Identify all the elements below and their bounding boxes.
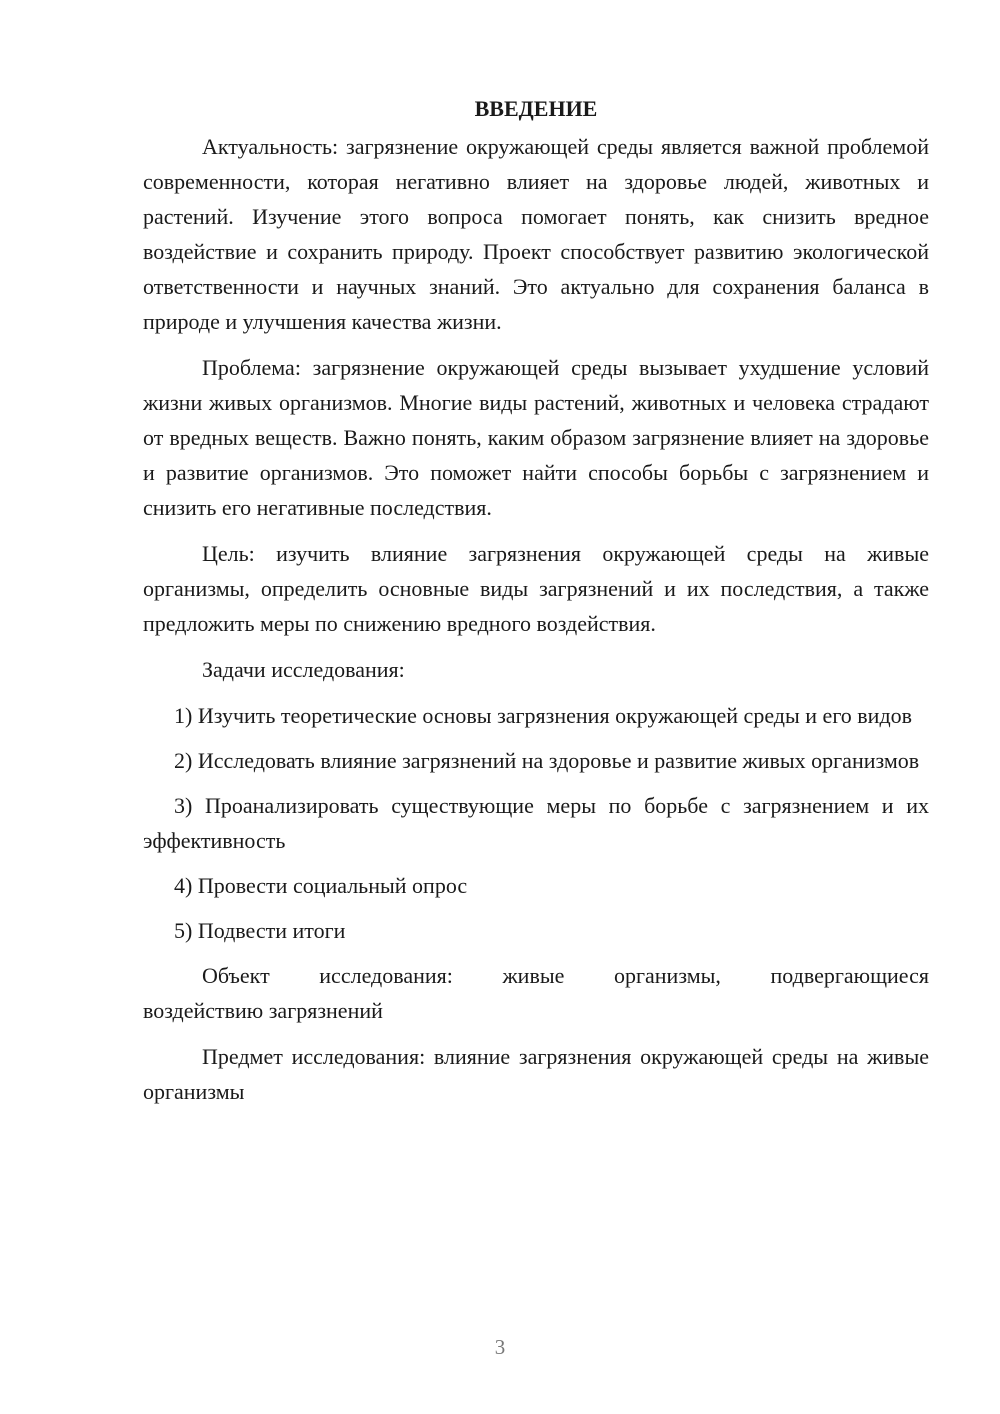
task-item: 1) Изучить теоретические основы загрязнения окружающей среды и его видов: [174, 703, 913, 728]
task-item: 5) Подвести итоги: [174, 918, 346, 943]
relevance-paragraph: Актуальность: загрязнение окружающей среды является важной проблемой современности, которая негативно влияет на здоровье людей, животных и растений. Изучение этого вопроса помогает понять, как снизить вредное воздействие и сохранить природу. Проект способствует развитию экологической ответственности и научных знаний. Это актуально для сохранения баланса в природе и улучшения качества жизни.: [143, 134, 929, 334]
task-item: 3) Проанализировать существующие меры по борьбе с загрязнением и их эффективность: [143, 793, 929, 853]
tasks-heading: Задачи исследования:: [202, 657, 405, 682]
task-item: 2) Исследовать влияние загрязнений на здоровье и развитие живых организмов: [174, 748, 920, 773]
document-body: [143, 92, 929, 1120]
object-line-1: Объект исследования: живые организмы, подвергающиеся: [202, 963, 929, 988]
task-item: 4) Провести социальный опрос: [174, 873, 468, 898]
page-number: 3: [494, 1335, 506, 1359]
problem-paragraph: Проблема: загрязнение окружающей среды вызывает ухудшение условий жизни живых организмов. Многие виды растений, животных и человека страдают от вредных веществ. Важно понять, каким образом загрязнение влияет на здоровье и развитие организмов. Это поможет найти способы борьбы с загрязнением и снизить его негативные последствия.: [143, 355, 929, 520]
subject-paragraph: Предмет исследования: влияние загрязнения окружающей среды на живые организмы: [143, 1044, 929, 1104]
goal-paragraph: Цель: изучить влияние загрязнения окружающей среды на живые организмы, определить основные виды загрязнений и их последствия, а также предложить меры по снижению вредного воздействия.: [143, 541, 929, 636]
section-title: ВВЕДЕНИЕ: [474, 96, 598, 121]
object-paragraph: [143, 958, 929, 1028]
object-line-2: воздействию загрязнений: [143, 998, 383, 1023]
